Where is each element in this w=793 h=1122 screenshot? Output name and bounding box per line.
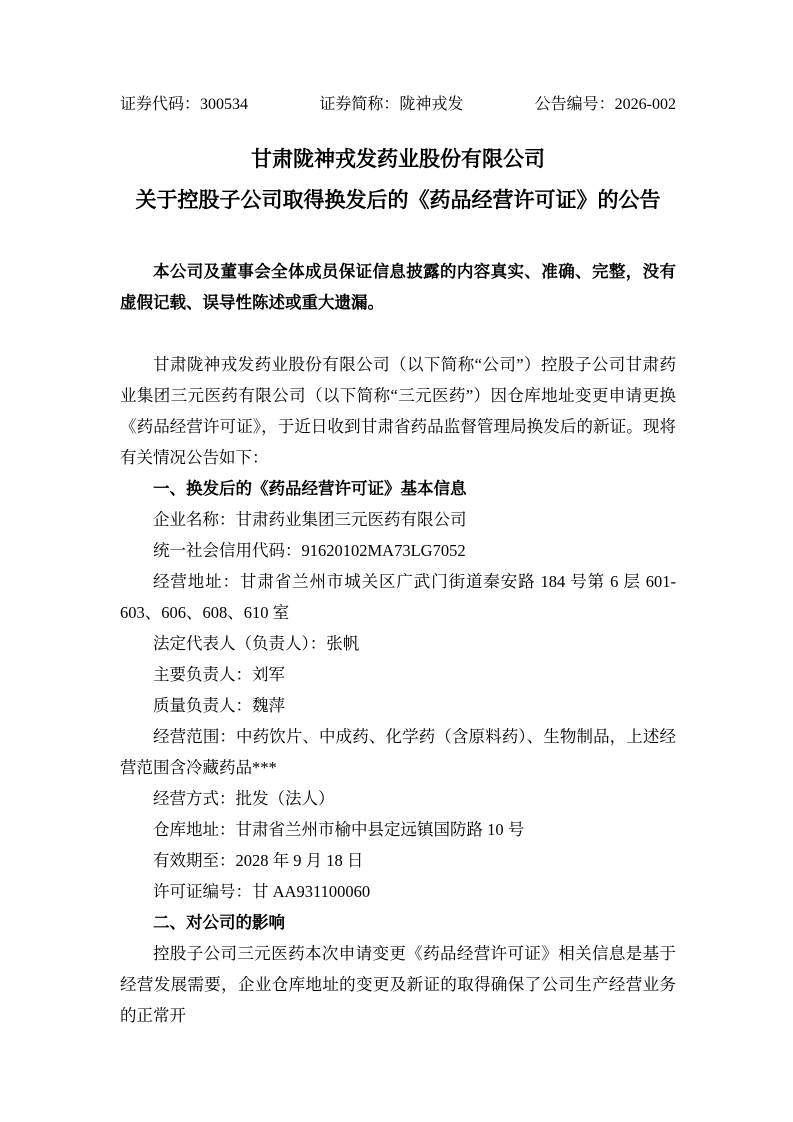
announcement-number: 公告编号：2026-002 [534, 96, 676, 113]
section-1-heading: 一、换发后的《药品经营许可证》基本信息 [153, 479, 467, 498]
section-2-heading: 二、对公司的影响 [153, 913, 285, 932]
stock-code: 证券代码：300534 [120, 96, 249, 113]
intro-paragraph: 甘肃陇神戎发药业股份有限公司（以下简称“公司”）控股子公司甘肃药业集团三元医药有限公司（以下简称“三元医药”）因仓库地址变更申请更换《药品经营许可证》，于近日收到甘肃省药品监督管理局换发后的新证。现将有关情况公告如下： [120, 355, 676, 467]
license-item-business-mode: 经营方式：批发（法人） [153, 789, 335, 808]
license-item-business-address: 经营地址：甘肃省兰州市城关区广武门街道秦安路 184 号第 6 层 601-603、606、608、610 室 [120, 572, 676, 622]
disclaimer-paragraph: 本公司及董事会全体成员保证信息披露的内容真实、准确、完整，没有虚假记载、误导性陈述或重大遗漏。 [120, 262, 676, 312]
announcement-title: 关于控股子公司取得换发后的《药品经营许可证》的公告 [135, 188, 661, 212]
impact-paragraph: 控股子公司三元医药本次申请变更《药品经营许可证》相关信息是基于经营发展需要，企业仓库地址的变更及新证的取得确保了公司生产经营业务的正常开 [120, 944, 676, 1025]
stock-abbreviation: 证券简称：陇神戎发 [319, 96, 464, 113]
company-name-title: 甘肃陇神戎发药业股份有限公司 [251, 147, 545, 171]
document-header-row [120, 95, 676, 115]
license-item-warehouse-address: 仓库地址：甘肃省兰州市榆中县定远镇国防路 10 号 [153, 820, 525, 839]
license-item-license-number: 许可证编号：甘 AA931100060 [153, 882, 371, 901]
license-item-legal-representative: 法定代表人（负责人）：张帆 [153, 634, 360, 653]
license-item-quality-principal: 质量负责人：魏萍 [153, 696, 285, 715]
license-item-business-scope: 经营范围：中药饮片、中成药、化学药（含原料药）、生物制品，上述经营范围含冷藏药品*** [120, 727, 676, 777]
license-item-valid-until: 有效期至：2028 年 9 月 18 日 [153, 851, 364, 870]
license-item-company-name: 企业名称：甘肃药业集团三元医药有限公司 [153, 510, 467, 529]
license-item-credit-code: 统一社会信用代码：91620102MA73LG7052 [153, 541, 466, 560]
license-item-principal: 主要负责人：刘军 [153, 665, 285, 684]
